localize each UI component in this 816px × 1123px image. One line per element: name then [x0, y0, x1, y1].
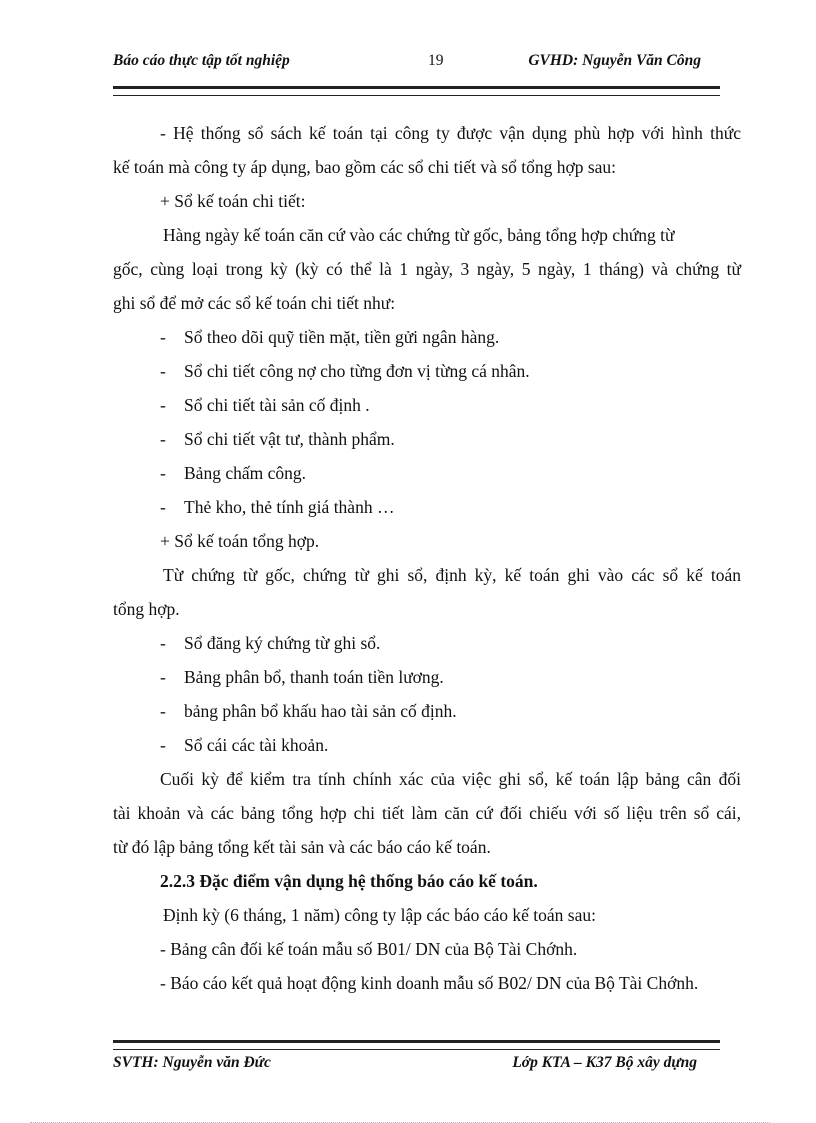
footer-class: Lớp KTA – K37 Bộ xây dựng	[512, 1054, 697, 1071]
paragraph-line: tài khoản và các bảng tổng hợp chi tiết làm căn cứ đối chiếu với số liệu trên sổ cái,	[113, 803, 741, 823]
list-item-text: Sổ chi tiết vật tư, thành phẩm.	[184, 429, 395, 449]
paragraph-line: Cuối kỳ để kiểm tra tính chính xác của việc ghi sổ, kế toán lập bảng cân đối	[160, 769, 741, 789]
paragraph-line: Định kỳ (6 tháng, 1 năm) công ty lập các báo cáo kế toán sau:	[163, 905, 596, 925]
list-bullet: -	[160, 463, 166, 483]
paragraph-line: gốc, cùng loại trong kỳ (kỳ có thể là 1 ngày, 3 ngày, 5 ngày, 1 tháng) và chứng từ	[113, 259, 741, 279]
footer-rule	[113, 1040, 720, 1050]
paragraph-line: từ đó lập bảng tổng kết tài sản và các báo cáo kế toán.	[113, 837, 491, 857]
paragraph-line: - Bảng cân đối kế toán mẫu số B01/ DN của Bộ Tài Chớnh.	[160, 939, 578, 959]
footer-student: SVTH: Nguyễn văn Đức	[113, 1054, 271, 1071]
list-bullet: -	[160, 701, 166, 721]
section-heading: 2.2.3 Đặc điểm vận dụng hệ thống báo cáo kế toán.	[160, 871, 538, 891]
list-bullet: -	[160, 633, 166, 653]
list-item-text: Thẻ kho, thẻ tính giá thành …	[184, 497, 395, 517]
paragraph-line: Hàng ngày kế toán căn cứ vào các chứng từ gốc, bảng tổng hợp chứng từ	[163, 225, 675, 245]
list-item-text: Bảng chấm công.	[184, 463, 306, 483]
list-item-text: Sổ đăng ký chứng từ ghi sổ.	[184, 633, 381, 653]
paragraph-line: tổng hợp.	[113, 599, 180, 619]
list-item-text: Sổ chi tiết công nợ cho từng đơn vị từng cá nhân.	[184, 361, 530, 381]
list-bullet: -	[160, 327, 166, 347]
subsection-label: + Sổ kế toán tổng hợp.	[160, 531, 320, 551]
list-item-text: Sổ cái các tài khoản.	[184, 735, 329, 755]
paragraph-line: kế toán mà công ty áp dụng, bao gồm các sổ chi tiết và sổ tổng hợp sau:	[113, 157, 617, 177]
list-bullet: -	[160, 735, 166, 755]
paragraph-line: Từ chứng từ gốc, chứng từ ghi sổ, định kỳ, kế toán ghi vào các sổ kế toán	[163, 565, 741, 585]
paragraph-line: - Báo cáo kết quả hoạt động kinh doanh mẫu số B02/ DN của Bộ Tài Chớnh.	[160, 973, 699, 993]
list-bullet: -	[160, 395, 166, 415]
list-item-text: Sổ theo dõi quỹ tiền mặt, tiền gửi ngân hàng.	[184, 327, 500, 347]
page-header	[113, 48, 713, 74]
page-number: 19	[428, 52, 444, 69]
list-item-text: Sổ chi tiết tài sản cố định .	[184, 395, 370, 415]
header-supervisor: GVHD: Nguyễn Văn Công	[528, 52, 701, 69]
list-item-text: Bảng phân bổ, thanh toán tiền lương.	[184, 667, 444, 687]
page-footer	[113, 1054, 713, 1078]
paragraph-line: - Hệ thống sổ sách kế toán tại công ty được vận dụng phù hợp với hình thức	[160, 123, 741, 143]
list-bullet: -	[160, 361, 166, 381]
header-report-title: Báo cáo thực tập tốt nghiệp	[113, 52, 290, 69]
subsection-label: + Sổ kế toán chi tiết:	[160, 191, 306, 211]
header-rule	[113, 86, 720, 96]
paragraph-line: ghi sổ để mở các sổ kế toán chi tiết như:	[113, 293, 396, 313]
list-bullet: -	[160, 429, 166, 449]
list-bullet: -	[160, 667, 166, 687]
list-item-text: bảng phân bổ khấu hao tài sản cố định.	[184, 701, 457, 721]
list-bullet: -	[160, 497, 166, 517]
